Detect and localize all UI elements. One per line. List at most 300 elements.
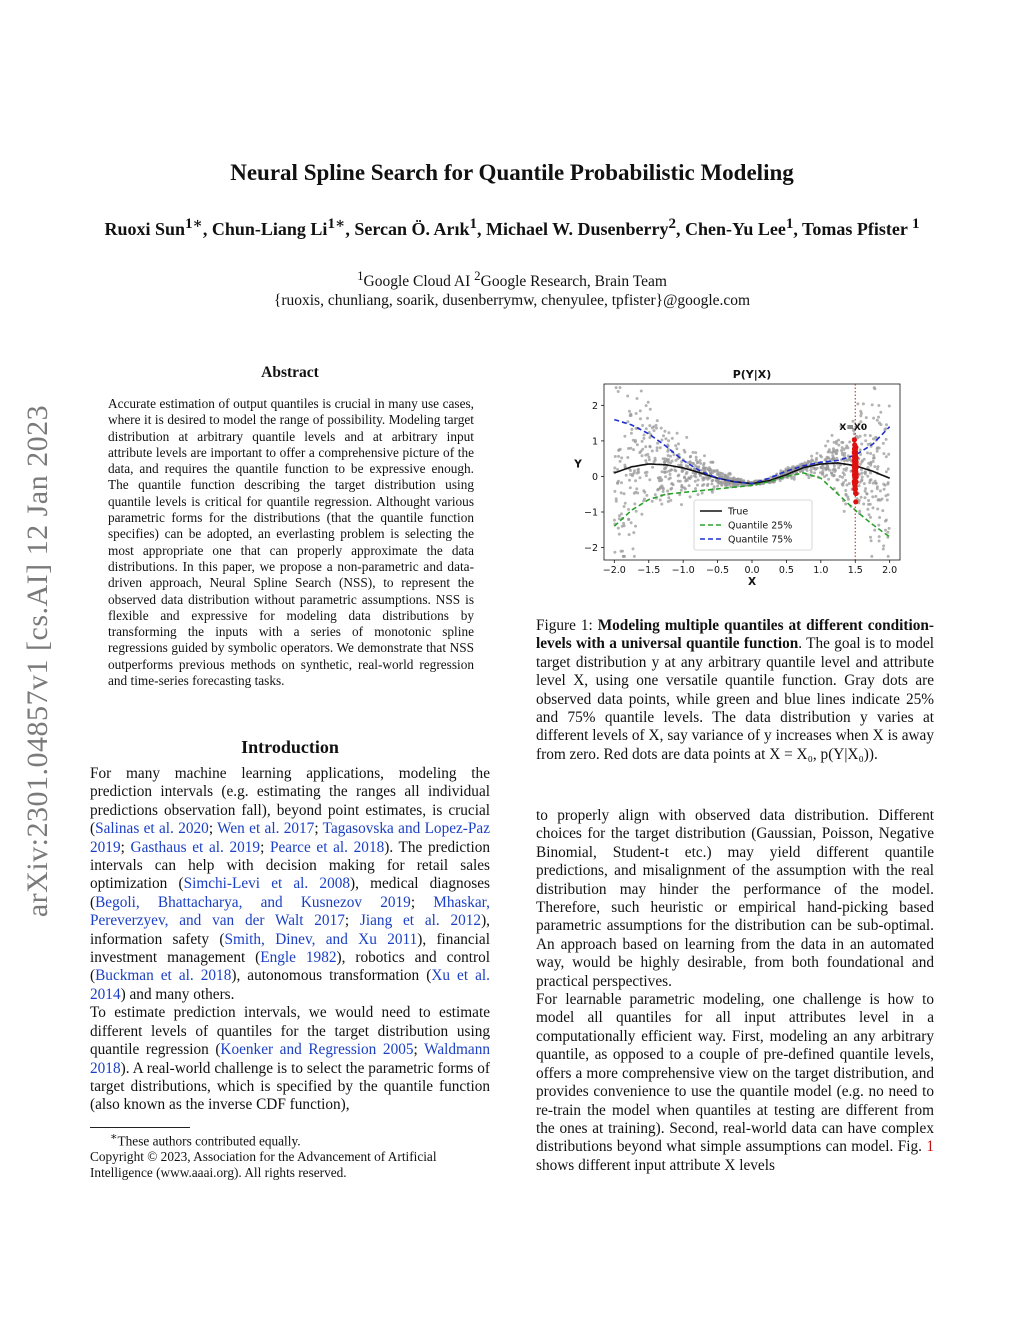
observed-data-point — [669, 473, 672, 476]
observed-data-point — [654, 493, 657, 496]
observed-data-point — [640, 450, 643, 453]
observed-data-point — [685, 478, 688, 481]
observed-data-point — [872, 460, 875, 463]
observed-data-point — [876, 450, 879, 453]
legend-label: True — [728, 506, 749, 518]
observed-data-point — [676, 432, 679, 435]
observed-data-point — [821, 472, 824, 475]
observed-data-point — [861, 459, 864, 462]
x-tick-label: 1.0 — [813, 565, 829, 576]
observed-data-point — [835, 457, 838, 460]
observed-data-point — [645, 404, 648, 407]
observed-data-point — [887, 453, 890, 456]
footnote-rule — [90, 1127, 190, 1128]
observed-data-point — [667, 461, 670, 464]
observed-data-point — [874, 482, 877, 485]
citation-link[interactable]: Mhaskar, Pereverzyev, and van der Walt 2017 — [90, 893, 490, 930]
observed-data-point — [720, 483, 723, 486]
observed-data-point — [873, 386, 876, 389]
author-emails: {ruoxis, chunliang, soarik, dusenberrymw, chenyulee, tpfister}@google.com — [273, 292, 751, 310]
observed-data-point — [864, 439, 867, 442]
observed-data-point — [713, 485, 716, 488]
observed-data-point — [623, 492, 626, 495]
observed-data-point — [884, 529, 887, 532]
observed-data-point — [732, 478, 735, 481]
observed-data-point — [837, 479, 840, 482]
author-affiliation-mark: 1∗ — [185, 216, 203, 232]
observed-data-point — [630, 428, 633, 431]
observed-data-point — [686, 465, 689, 468]
observed-data-point — [779, 469, 782, 472]
observed-data-point — [701, 492, 704, 495]
chart-title: P(Y|X) — [732, 368, 772, 381]
x-tick-label: 2.0 — [882, 565, 898, 576]
author-affiliation-mark: 1 — [469, 216, 477, 232]
observed-data-point — [636, 469, 639, 472]
observed-data-point — [655, 427, 658, 430]
observed-data-point — [709, 468, 712, 471]
observed-data-point — [827, 467, 830, 470]
observed-data-point — [858, 473, 861, 476]
observed-data-point — [876, 468, 879, 471]
observed-data-point — [653, 460, 656, 463]
observed-data-point — [628, 479, 631, 482]
observed-data-point — [663, 461, 666, 464]
observed-data-point — [660, 503, 663, 506]
observed-data-point — [632, 448, 635, 451]
observed-data-point — [827, 478, 830, 481]
observed-data-point — [697, 479, 700, 482]
observed-data-point — [618, 514, 621, 517]
observed-data-point — [636, 472, 639, 475]
observed-data-point — [717, 472, 720, 475]
observed-data-point — [644, 471, 647, 474]
observed-data-point — [641, 440, 644, 443]
observed-data-point — [674, 444, 677, 447]
observed-data-point — [879, 423, 882, 426]
observed-data-point — [658, 477, 661, 480]
observed-data-point — [617, 390, 620, 393]
observed-data-point — [620, 481, 623, 484]
observed-data-point — [882, 442, 885, 445]
observed-data-point — [793, 475, 796, 478]
observed-data-point — [882, 548, 885, 551]
observed-data-point — [692, 451, 695, 454]
observed-data-point — [862, 503, 865, 506]
equal-contribution-note: ∗These authors contributed equally. — [110, 1131, 301, 1149]
observed-data-point — [819, 454, 822, 457]
observed-data-point — [613, 551, 616, 554]
observed-data-point — [865, 492, 868, 495]
observed-data-point — [656, 442, 659, 445]
observed-data-point — [687, 461, 690, 464]
observed-data-point — [862, 402, 865, 405]
observed-data-point — [711, 461, 714, 464]
observed-data-point — [624, 502, 627, 505]
arxiv-sidebar — [8, 366, 68, 956]
observed-data-point — [869, 434, 872, 437]
observed-data-point — [636, 492, 639, 495]
observed-data-point — [667, 496, 670, 499]
observed-data-point — [882, 452, 885, 455]
observed-data-point — [616, 468, 619, 471]
observed-data-point — [865, 416, 868, 419]
observed-data-point — [886, 483, 889, 486]
observed-data-point — [860, 478, 863, 481]
observed-data-point — [859, 410, 862, 413]
observed-data-point — [671, 460, 674, 463]
observed-data-point — [837, 466, 840, 469]
observed-data-point — [878, 447, 881, 450]
observed-data-point — [654, 457, 657, 460]
observed-data-point — [648, 478, 651, 481]
observed-data-point — [651, 500, 654, 503]
observed-data-point — [672, 483, 675, 486]
observed-data-point — [703, 462, 706, 465]
observed-data-point — [878, 535, 881, 538]
citation-link[interactable]: Engle 1982 — [260, 949, 337, 967]
series-line-true — [614, 463, 889, 484]
observed-data-point — [703, 454, 706, 457]
observed-data-point — [843, 452, 846, 455]
x-tick-label: 0.5 — [778, 565, 794, 576]
observed-data-point — [613, 519, 616, 522]
observed-data-point — [815, 458, 818, 461]
observed-data-point — [866, 508, 869, 511]
observed-data-point — [628, 410, 631, 413]
observed-data-point — [806, 462, 809, 465]
observed-data-point — [877, 524, 880, 527]
observed-data-point — [825, 474, 828, 477]
observed-data-point — [659, 446, 662, 449]
observed-data-point — [724, 484, 727, 487]
observed-data-point — [622, 555, 625, 558]
observed-data-point — [629, 486, 632, 489]
footnotes — [90, 1129, 490, 1181]
x-axis-label: X — [747, 576, 757, 588]
citation-link[interactable]: Xu et al. 2014 — [90, 967, 490, 1003]
citation-link[interactable]: Smith, Dinev, and Xu 2011 — [224, 930, 418, 948]
observed-data-point — [870, 539, 873, 542]
abstract-text: Accurate estimation of output quantiles is crucial in many use cases, where it is desired to model the range of possibility. Modeling target distribution at arbitrary quantile levels and at arbitrary input attribute levels are important to offer a comprehensive picture of the data, and requires the quantile function to be expressive enough. The quantile function describing the target distribution using quantile levels is critical for quantile regression. Althought various parametric forms for the distributions (that the quantile function specifies) can be adopted, an everlasting problem is selecting the most appropriate one that can properly approximate the data distributions. In this paper, we propose a non-parametric and data-driven approach, Neural Spline Search (NSS), to represent the observed data distribution without parametric assumptions. NSS is flexible and expressive for modeling data distributions by transforming the inputs with a series of monotonic spline regressions guided by symbolic operators. We demonstrate that NSS outperforms previous methods on synthetic, real-world regression and time-series forecasting tasks. — [108, 396, 474, 689]
observed-data-point — [859, 453, 862, 456]
observed-data-point — [807, 474, 810, 477]
observed-data-point — [873, 529, 876, 532]
observed-data-point — [842, 481, 845, 484]
x0-data-point — [853, 470, 858, 475]
observed-data-point — [635, 412, 638, 415]
observed-data-point — [813, 471, 816, 474]
observed-data-point — [688, 477, 691, 480]
observed-data-point — [616, 481, 619, 484]
observed-data-point — [688, 484, 691, 487]
affiliation-line: $^1$Google Cloud AI $^2$Google Research, Brain Team — [357, 268, 667, 291]
y-tick-label: −1 — [583, 507, 598, 519]
observed-data-point — [651, 466, 654, 469]
observed-data-point — [870, 490, 873, 493]
observed-data-point — [724, 474, 727, 477]
observed-data-point — [667, 448, 670, 451]
observed-data-point — [697, 493, 700, 496]
observed-data-point — [634, 440, 637, 443]
x-tick-label: −1.5 — [637, 565, 661, 576]
observed-data-point — [683, 449, 686, 452]
observed-data-point — [877, 416, 880, 419]
observed-data-point — [643, 491, 646, 494]
observed-data-point — [879, 499, 882, 502]
observed-data-point — [874, 436, 877, 439]
y-tick-label: 1 — [591, 436, 598, 448]
citation-link[interactable]: Simchi-Levi et al. 2008 — [183, 875, 351, 893]
x0-data-point — [852, 437, 857, 442]
observed-data-point — [656, 419, 659, 422]
author-list: Ruoxi Sun$^{1∗}$, Chun-Liang $Li^{1∗}$, Sercan Ö. Arık$^1$, Michael W. Dusenberry$^2$, Chen-Yu Lee$^1$, Tomas Pfister $^1$ — [104, 216, 920, 239]
observed-data-point — [633, 502, 636, 505]
intro-paragraph-1: For many machine learning applications, modeling the prediction intervals (e.g. estimating the ranges all individual predictions observation fall), beyond point estimates, is crucial (Salinas et al. 2020; Wen et al. 2017; Tagasovska and Lopez-Paz 2019; Gasthaus et al. 2019; Pearce et al. 2018). The prediction intervals can help with decision making for retail sales optimization (Simchi-Levi et al. 2008), medical diagnoses (Begoli, Bhattacharya, and Kusnezov 2019; Mhaskar, Pereverzyev, and van der Walt 2017; Jiang et al. 2012), information safety (Smith, Dinev, and Xu 2011), financial investment management (Engle 1982), robotics and control (Buckman et al. 2018), autonomous transformation (Xu et al. 2014) and many others. — [90, 765, 491, 1003]
figure-1-caption — [536, 617, 934, 764]
x-tick-label: −1.0 — [671, 565, 695, 576]
observed-data-point — [873, 465, 876, 468]
observed-data-point — [685, 436, 688, 439]
observed-data-point — [727, 473, 730, 476]
observed-data-point — [623, 435, 626, 438]
observed-data-point — [813, 467, 816, 470]
observed-data-point — [830, 472, 833, 475]
observed-data-point — [620, 456, 623, 459]
author-affiliation-mark: 2 — [668, 216, 676, 232]
observed-data-point — [694, 480, 697, 483]
observed-data-point — [867, 443, 870, 446]
figure-caption-text: . The goal is to model target distribution y at any arbitrary quantile level and attribute level X, using one versatile quantile function. Gray dots are observed data points, while green and blue lines indicate 25% and 75% quantile levels. The data distribution y varies at different levels of X, say variance of y increases when X is away from zero. Red dots are data points at X = X₀, p(Y|X₀)). — [536, 635, 934, 763]
observed-data-point — [629, 413, 632, 416]
observed-data-point — [841, 441, 844, 444]
citation-link[interactable]: Begoli, Bhattacharya, and Kusnezov 2019 — [95, 893, 411, 911]
observed-data-point — [872, 454, 875, 457]
observed-data-point — [703, 478, 706, 481]
observed-data-point — [618, 533, 621, 536]
observed-data-point — [876, 508, 879, 511]
paper-title: Neural Spline Search for Quantile Probabilistic Modeling — [230, 160, 794, 185]
observed-data-point — [726, 481, 729, 484]
observed-data-point — [843, 510, 846, 513]
observed-data-point — [878, 540, 881, 543]
observed-data-point — [864, 490, 867, 493]
citation-link[interactable]: Wen et al. 2017 — [217, 820, 315, 838]
citation-link[interactable]: Koenker and Regression 2005 — [220, 1041, 414, 1059]
observed-data-point — [657, 488, 660, 491]
observed-data-point — [885, 455, 888, 458]
observed-data-point — [675, 447, 678, 450]
observed-data-point — [626, 395, 629, 398]
observed-data-point — [675, 459, 678, 462]
observed-data-point — [694, 451, 697, 454]
observed-data-point — [630, 521, 633, 524]
intro-paragraph-2: To estimate prediction intervals, we would need to estimate different levels of quantiles for the target distribution using quantile regression (Koenker and Regression 2005; Waldmann 2018). A real-world challenge is to select the parametric forms of target distributions, which is specified by the quantile function (also known as the inverse CDF function), — [90, 1004, 490, 1114]
figure-label: Figure 1: — [536, 617, 593, 634]
copyright-note: Copyright © 2023, Association for the Advancement of Artificial Intelligence (www.aaai.org). All rights reserved. — [90, 1149, 437, 1181]
observed-data-point — [848, 457, 851, 460]
observed-data-point — [820, 466, 823, 469]
observed-data-point — [620, 550, 623, 553]
observed-data-point — [681, 470, 684, 473]
observed-data-point — [864, 434, 867, 437]
observed-data-point — [613, 467, 616, 470]
figure-caption-bold: Modeling multiple quantiles at different condition-levels with a universal quantile function — [536, 617, 934, 653]
observed-data-point — [885, 438, 888, 441]
observed-data-point — [660, 427, 663, 430]
observed-data-point — [846, 484, 849, 487]
observed-data-point — [859, 414, 862, 417]
observed-data-point — [737, 477, 740, 480]
legend-label: Quantile 75% — [728, 534, 793, 546]
citation-link[interactable]: Waldmann 2018 — [90, 1041, 490, 1077]
observed-data-point — [864, 496, 867, 499]
right-paragraph-1: to properly align with observed data distribution. Different choices for the target distribution (Gaussian, Poisson, Negative Binomial, Student-t etc.) may yield different quantile predictions, and misalignment of the assumption with the real distribution may hinder the performance of the model. Therefore, such heuristic or empirical hand-picking based parametric assumptions for the distribution can be sub-optimal. An approach based on learning from the data in an automated way, would be highly desirable, from both foundational and practical perspectives. — [536, 807, 934, 990]
observed-data-point — [644, 459, 647, 462]
observed-data-point — [686, 471, 689, 474]
author-affiliation-mark: 1∗ — [327, 216, 346, 232]
observed-data-point — [636, 443, 639, 446]
citation-link[interactable]: Jiang et al. 2012 — [359, 912, 482, 930]
citation-link[interactable]: Tagasovska and Lopez-Paz 2019 — [90, 820, 490, 856]
observed-data-point — [683, 476, 686, 479]
x0-data-point — [852, 447, 857, 452]
observed-data-point — [643, 434, 646, 437]
observed-data-point — [873, 456, 876, 459]
observed-data-point — [696, 461, 699, 464]
observed-data-point — [884, 494, 887, 497]
author-name: Ruoxi Sun — [104, 219, 185, 239]
observed-data-point — [658, 479, 661, 482]
observed-data-point — [827, 457, 830, 460]
observed-data-point — [870, 478, 873, 481]
observed-data-point — [662, 434, 665, 437]
observed-data-point — [641, 454, 644, 457]
observed-data-point — [885, 470, 888, 473]
observed-data-point — [633, 555, 636, 558]
observed-data-point — [872, 417, 875, 420]
observed-data-point — [840, 449, 843, 452]
citation-link[interactable]: Pearce et al. 2018 — [270, 838, 385, 856]
citation-link[interactable]: Salinas et al. 2020 — [95, 820, 209, 838]
observed-data-point — [662, 490, 665, 493]
observed-data-point — [699, 459, 702, 462]
observed-data-point — [677, 474, 680, 477]
figure-ref-link[interactable]: 1 — [926, 1138, 934, 1156]
observed-data-point — [641, 424, 644, 427]
abstract-heading: Abstract — [261, 364, 319, 381]
observed-data-point — [887, 468, 890, 471]
observed-data-point — [619, 386, 622, 389]
observed-data-point — [841, 484, 844, 487]
observed-data-point — [634, 479, 637, 482]
x-tick-label: −2.0 — [602, 565, 626, 576]
observed-data-point — [843, 473, 846, 476]
observed-data-point — [639, 417, 642, 420]
observed-data-point — [617, 527, 620, 530]
observed-data-point — [625, 474, 628, 477]
observed-data-point — [863, 482, 866, 485]
observed-data-point — [635, 510, 638, 513]
y-tick-label: 0 — [591, 471, 598, 483]
x0-data-point — [853, 491, 858, 496]
observed-data-point — [628, 533, 631, 536]
observed-data-point — [649, 408, 652, 411]
observed-data-point — [645, 474, 648, 477]
observed-data-point — [884, 520, 887, 523]
observed-data-point — [867, 503, 870, 506]
observed-data-point — [689, 455, 692, 458]
observed-data-point — [646, 453, 649, 456]
author-name: Michael W. Dusenberry — [485, 219, 669, 239]
observed-data-point — [869, 516, 872, 519]
observed-data-point — [740, 478, 743, 481]
observed-data-point — [831, 434, 834, 437]
observed-data-point — [651, 426, 654, 429]
citation-link[interactable]: Buckman et al. 2018 — [95, 967, 232, 985]
observed-data-point — [680, 463, 683, 466]
observed-data-point — [660, 439, 663, 442]
observed-data-point — [670, 487, 673, 490]
observed-data-point — [632, 547, 635, 550]
observed-data-point — [673, 469, 676, 472]
observed-data-point — [667, 431, 670, 434]
observed-data-point — [683, 486, 686, 489]
observed-data-point — [623, 464, 626, 467]
observed-data-point — [694, 475, 697, 478]
observed-data-point — [882, 544, 885, 547]
author-affiliation-mark: 1 — [785, 216, 794, 232]
x0-data-point — [852, 458, 857, 463]
author-name: Sercan Ö. Arık — [354, 219, 470, 239]
observed-data-point — [642, 499, 645, 502]
x0-data-point — [854, 479, 859, 484]
observed-data-point — [859, 435, 862, 438]
author-name: Chun-Liang Li — [211, 219, 328, 239]
observed-data-point — [824, 458, 827, 461]
observed-data-point — [634, 525, 637, 528]
observed-data-point — [886, 499, 889, 502]
observed-data-point — [824, 444, 827, 447]
observed-data-point — [716, 469, 719, 472]
observed-data-point — [793, 478, 796, 481]
observed-data-point — [668, 470, 671, 473]
observed-data-point — [711, 491, 714, 494]
x-tick-label: 1.5 — [847, 565, 863, 576]
observed-data-point — [623, 505, 626, 508]
observed-data-point — [664, 475, 667, 478]
observed-data-point — [665, 470, 668, 473]
observed-data-point — [632, 531, 635, 534]
observed-data-point — [706, 484, 709, 487]
observed-data-point — [816, 452, 819, 455]
observed-data-point — [779, 479, 782, 482]
observed-data-point — [860, 443, 863, 446]
observed-data-point — [884, 427, 887, 430]
observed-data-point — [886, 531, 889, 534]
observed-data-point — [807, 476, 810, 479]
citation-link[interactable]: Gasthaus et al. 2019 — [130, 838, 261, 856]
observed-data-point — [633, 492, 636, 495]
observed-data-point — [614, 455, 617, 458]
observed-data-point — [617, 455, 620, 458]
observed-data-point — [667, 458, 670, 461]
observed-data-point — [619, 448, 622, 451]
observed-data-point — [647, 401, 650, 404]
introduction-heading: Introduction — [241, 737, 339, 757]
observed-data-point — [867, 499, 870, 502]
observed-data-point — [841, 476, 844, 479]
